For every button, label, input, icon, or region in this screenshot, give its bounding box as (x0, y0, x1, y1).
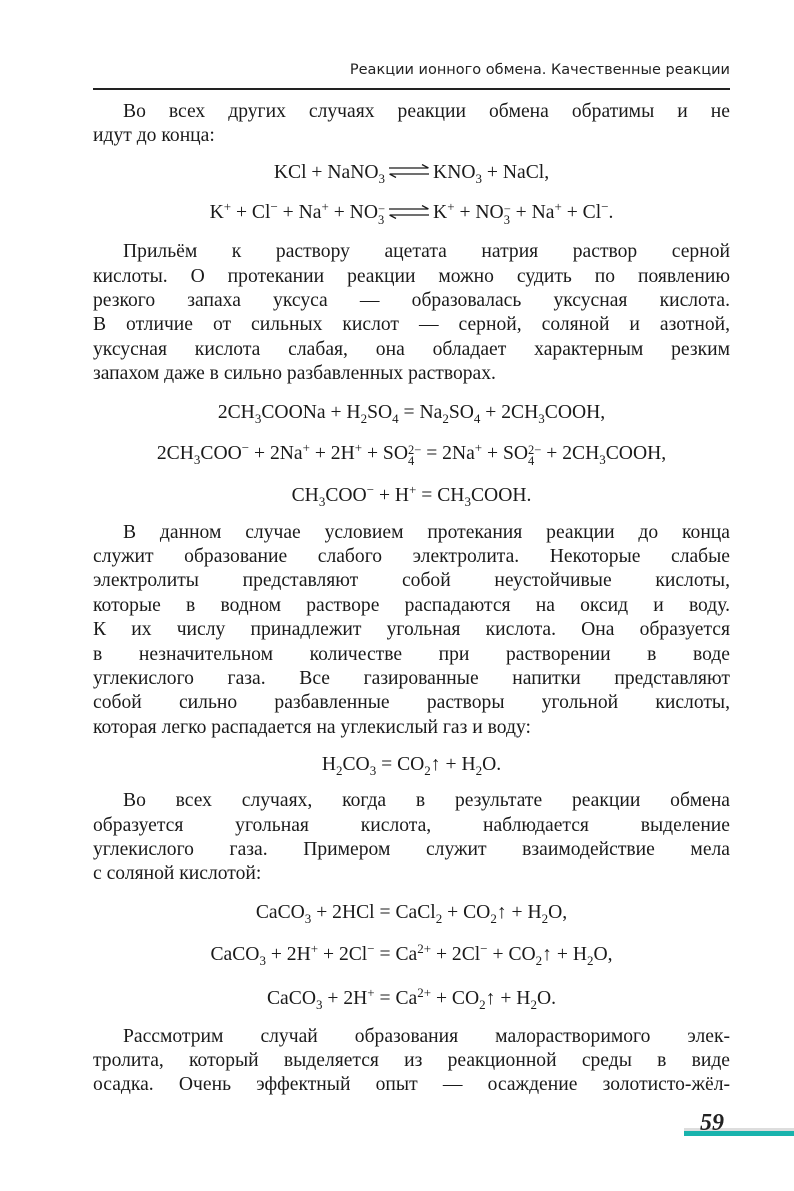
subscript: 3 (538, 410, 545, 426)
superscript: + (474, 439, 483, 455)
page-body (93, 100, 730, 1098)
chemical-equation (93, 201, 730, 226)
formula-text: COO (325, 484, 367, 506)
subscript: 3 (254, 410, 262, 426)
charge-and-subscript (378, 204, 385, 226)
charge-and-subscript (407, 442, 422, 468)
formula-text: + SO (362, 442, 408, 464)
subscript: 2 (530, 996, 537, 1012)
formula-text: COO (200, 442, 242, 464)
formula-text: = 2Na (421, 442, 475, 464)
formula-text: + 2H (309, 442, 355, 464)
equilibrium-arrow-icon (387, 202, 431, 226)
charge-and-subscript (504, 204, 511, 226)
formula-text: COONa + H (261, 401, 361, 423)
formula-text: SO (448, 401, 474, 423)
subscript: 3 (464, 493, 471, 509)
formula-text: CaCO (266, 987, 316, 1009)
text-line: Во всех других случаях реакции обмена обратимы и не (123, 101, 730, 122)
formula-text: + CO (487, 943, 536, 965)
subscript: 2 (435, 910, 443, 926)
text-line: Прильём к раствору ацетата натрия раствор серной (123, 241, 730, 263)
text-line: осадка. Очень эффектный опыт — осаждение золотисто-жёл- (93, 1074, 730, 1096)
superscript: + (367, 984, 375, 1000)
formula-text: + H (374, 484, 410, 506)
subscript: 4 (407, 453, 415, 468)
subscript: 2 (335, 763, 343, 779)
formula-text: + NaCl, (482, 161, 550, 183)
formula-text: H (321, 754, 336, 776)
superscript: − (366, 481, 375, 497)
formula-text: + Na (277, 202, 322, 224)
formula-text: O, (593, 943, 613, 965)
formula-text: ↑ + H (542, 943, 587, 965)
formula-text: CaCO (255, 901, 305, 923)
superscript: − (480, 940, 488, 956)
formula-text: KCl + NaNO (273, 161, 379, 183)
superscript: + (554, 199, 562, 215)
subscript: 2 (479, 996, 486, 1012)
superscript: 2+ (417, 940, 432, 956)
subscript: 3 (377, 213, 385, 228)
formula-text: K (433, 202, 448, 224)
formula-text: ↑ + H (485, 987, 531, 1009)
text-line: Во всех случаях, когда в результате реакции обмена (123, 790, 730, 812)
formula-text: 2CH (156, 442, 194, 464)
charge-and-subscript (528, 442, 542, 468)
paragraph (93, 240, 730, 386)
formula-text: SO (367, 401, 393, 423)
text-line: с соляной кислотой: (93, 863, 262, 885)
chemical-equation (93, 401, 730, 425)
equilibrium-arrow-icon (387, 161, 431, 185)
paragraph (93, 521, 730, 741)
subscript: 2 (442, 410, 449, 426)
text-line: В данном случае условием протекания реакции до конца (123, 521, 730, 543)
formula-text: COOH. (470, 484, 532, 506)
text-line: углекислого газа. Все газированные напитки представляют (93, 667, 730, 689)
formula-text: + 2CH (480, 401, 539, 423)
chemical-equation (93, 481, 730, 509)
text-line: собой сильно разбавленные растворы угольной кислоты, (93, 692, 730, 714)
text-line: уксусная кислота слабая, она обладает характерным резким (93, 338, 730, 360)
text-line: тролита, который выделяется из реакционной среды в виде (93, 1050, 730, 1072)
text-line: электролиты представляют собой неустойчивые кислоты, (93, 570, 730, 592)
superscript: 2+ (417, 984, 432, 1000)
superscript: + (354, 439, 363, 455)
formula-text: O, (548, 901, 568, 923)
superscript: + (321, 199, 329, 215)
text-line: кислоты. О протекании реакции можно судить по появлению (93, 265, 730, 287)
superscript: − (377, 202, 386, 217)
formula-text: + NO (454, 202, 504, 224)
chemical-equation (93, 901, 730, 925)
text-line: которая легко распадается на углекислый газ и воду: (93, 716, 531, 738)
superscript: − (503, 202, 511, 217)
chemical-equation (93, 753, 730, 777)
superscript: − (241, 439, 250, 455)
subscript: 3 (369, 763, 377, 779)
page-number: 59 (700, 1110, 724, 1136)
formula-text: K (209, 202, 224, 224)
subscript: 2 (541, 910, 549, 926)
superscript: − (367, 940, 375, 956)
subscript: 2 (424, 763, 431, 779)
text-line: которые в водном растворе распадаются на оксид и воду. (93, 594, 730, 616)
paragraph (93, 1025, 730, 1098)
text-line: запахом даже в сильно разбавленных растворах. (93, 363, 496, 385)
superscript: + (409, 481, 417, 497)
formula-text: + 2H (322, 987, 368, 1009)
chemical-equation (93, 984, 730, 1012)
subscript: 4 (392, 410, 399, 426)
formula-text: ↑ + H (430, 754, 476, 776)
subscript: 3 (315, 996, 323, 1012)
subscript: 3 (378, 170, 386, 186)
subscript: 2 (535, 952, 543, 968)
running-header: Реакции ионного обмена. Качественные реакции (349, 62, 730, 78)
text-line: К их числу принадлежит угольная кислота. Она образуется (93, 619, 730, 641)
subscript: 2 (360, 410, 368, 426)
subscript: 3 (503, 213, 510, 228)
formula-text: CaCO (210, 943, 260, 965)
formula-text: CO (342, 754, 370, 776)
superscript: 2− (407, 442, 422, 457)
text-line: углекислого газа. Примером служит взаимодействие мела (93, 838, 730, 860)
subscript: 3 (599, 451, 606, 467)
superscript: + (310, 940, 319, 956)
formula-text: COOH, (605, 442, 667, 464)
formula-text: + 2H (265, 943, 311, 965)
formula-text: O. (482, 754, 502, 776)
formula-text: + SO (482, 442, 529, 464)
formula-text: O. (536, 987, 557, 1009)
chemical-equation (93, 161, 730, 186)
formula-text: + 2Na (249, 442, 303, 464)
text-line: служит образование слабого электролита. Некоторые слабые (93, 546, 730, 568)
header-rule (93, 88, 730, 90)
text-line: резкого запаха уксуса — образовалась уксусная кислота. (93, 290, 730, 312)
subscript: 3 (259, 952, 266, 968)
superscript: 2− (528, 442, 542, 457)
paragraph (93, 100, 730, 149)
text-line: Рассмотрим случай образования малорастворимого элек- (123, 1025, 730, 1047)
formula-text: = CH (416, 484, 465, 506)
formula-text: KNO (433, 161, 476, 183)
formula-text: + 2Cl (431, 943, 481, 965)
formula-text: + Cl (561, 202, 602, 224)
formula-text: = Ca (374, 987, 418, 1009)
formula-text: + NO (328, 202, 378, 224)
superscript: + (223, 199, 232, 215)
formula-text: COOH, (544, 401, 606, 423)
formula-text: + CO (442, 901, 491, 923)
subscript: 3 (318, 493, 326, 509)
subscript: 3 (193, 451, 201, 467)
formula-text: = Ca (374, 943, 418, 965)
formula-text: + 2Cl (318, 943, 368, 965)
subscript: 2 (475, 763, 483, 779)
superscript: − (601, 199, 609, 215)
formula-text: CH (291, 484, 319, 506)
subscript: 3 (475, 170, 482, 186)
superscript: + (302, 439, 310, 455)
formula-text: + Na (510, 202, 555, 224)
subscript: 2 (586, 952, 594, 968)
text-line: в незначительном количестве при растворении в воде (93, 643, 730, 665)
subscript: 3 (304, 910, 312, 926)
text-line: образуется угольная кислота, наблюдается выделение (93, 814, 730, 836)
subscript: 4 (528, 453, 535, 468)
text-line: идут до конца: (93, 125, 215, 147)
superscript: − (270, 199, 278, 215)
formula-text: . (608, 202, 614, 224)
superscript: + (447, 199, 455, 215)
formula-text: + Cl (231, 202, 271, 224)
chemical-equation (93, 439, 730, 468)
formula-text: = Na (398, 401, 443, 423)
text-line: В отличие от сильных кислот — серной, соляной и азотной, (93, 314, 730, 336)
subscript: 2 (490, 910, 497, 926)
formula-text: = CO (376, 754, 425, 776)
formula-text: ↑ + H (496, 901, 542, 923)
formula-text: 2CH (217, 401, 255, 423)
paragraph (93, 789, 730, 887)
formula-text: + CO (431, 987, 480, 1009)
formula-text: + 2CH (541, 442, 600, 464)
subscript: 4 (473, 410, 481, 426)
formula-text: + 2HCl = CaCl (311, 901, 436, 923)
chemical-equation (93, 940, 730, 968)
